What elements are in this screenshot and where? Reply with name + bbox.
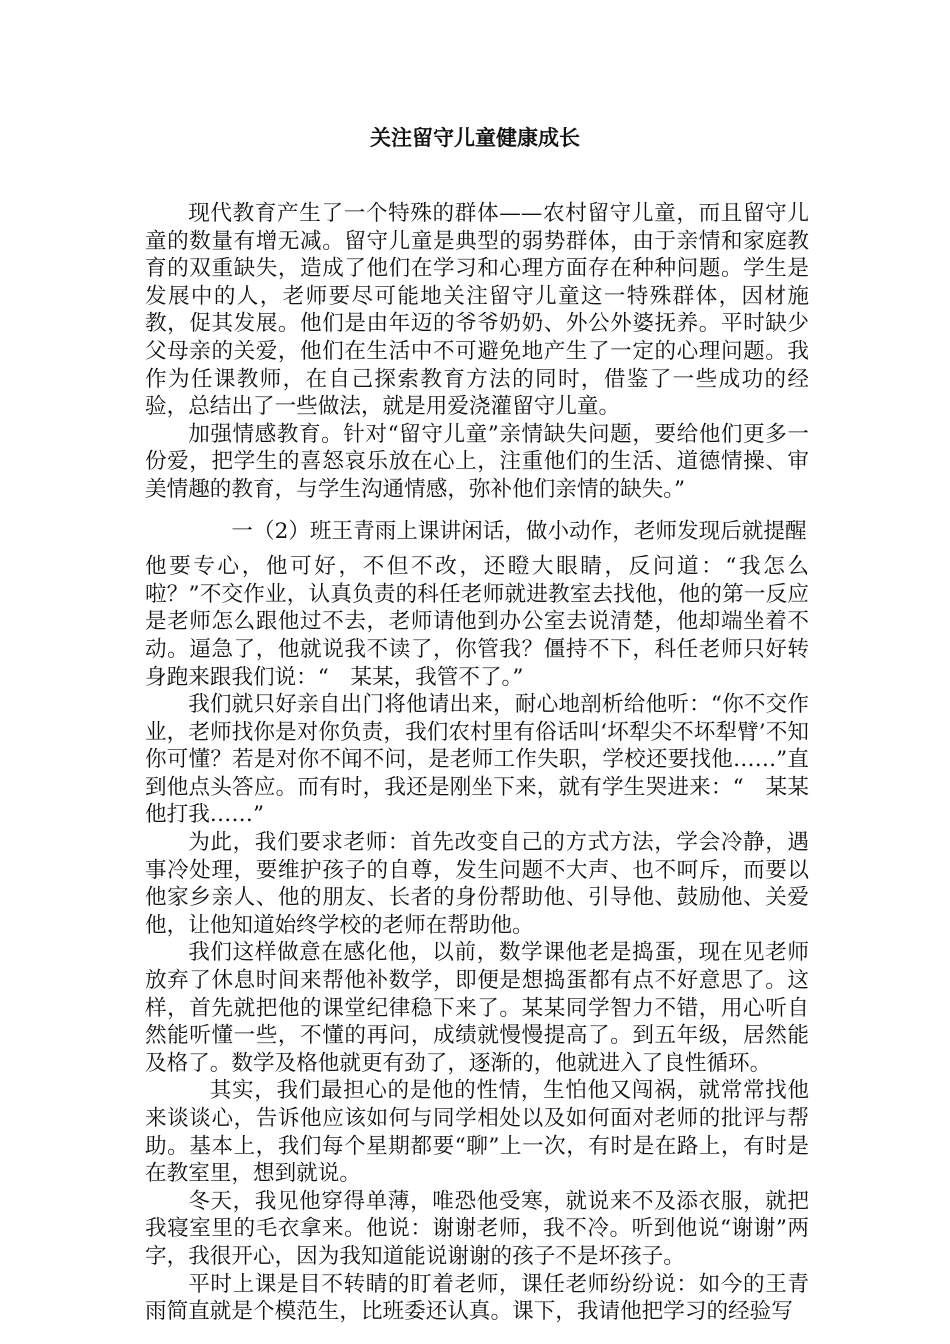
paragraph-winter: 冬天，我见他穿得单薄，唯恐他受寒，就说来不及添衣服，就把我寝室里的毛衣拿来。他说：谢谢老师，我不冷。听到他说“谢谢”两字，我很开心，因为我知道能说谢谢的孩子不是坏孩子。 [145, 1188, 809, 1269]
paragraph-case-start: 一（2）班王青雨上课讲闲话，做小动作，老师发现后就提醒 [231, 518, 807, 544]
paragraph-temperament: 其实，我们最担心的是他的性情，生怕他又闯祸，就常常找他来谈谈心，告诉他应该如何与同学相处以及如何面对老师的批评与帮助。基本上，我们每个星期都要“聊”上一次，有时是在路上，有时是在教室里，想到就说。 [145, 1078, 809, 1187]
paragraph-model-student: 平时上课是目不转睛的盯着老师，课任老师纷纷说：如今的王青雨简直就是个模范生，比班委还认真。课下，我请他把学习的经验写 [145, 1271, 809, 1325]
document-title: 关注留守儿童健康成长 [370, 126, 580, 150]
paragraph-case-continued: 他要专心，他可好，不但不改，还瞪大眼睛，反问道：“我怎么啦？”不交作业，认真负责的科任老师就进教室去找他，他的第一反应是老师怎么跟他过不去，老师请他到办公室去说清楚，他却端坐着不动。逼急了，他就说我不读了，你管我？僵持不下，科任老师只好转身跑来跟我们说：“ 某某，我管不了。” [145, 554, 809, 690]
paragraph-influence: 我们这样做意在感化他，以前，数学课他老是捣蛋，现在见老师放弃了休息时间来帮他补数学，即便是想捣蛋都有点不好意思了。这样，首先就把他的课堂纪律稳下来了。某某同学智力不错，用心听自然能听懂一些，不懂的再问，成绩就慢慢提高了。到五年级，居然能及格了。数学及格他就更有劲了，逐渐的，他就进入了良性循环。 [145, 940, 809, 1076]
paragraph-talk-with-him: 我们就只好亲自出门将他请出来，耐心地剖析给他听：“你不交作业，老师找你是对你负责，我们农村里有俗话叫‘坏犁尖不坏犁臂’不知你可懂？若是对你不闻不问，是老师工作失职，学校还要找他……”直到他点头答应。而有时，我还是刚坐下来，就有学生哭进来：“ 某某他打我……” [145, 692, 809, 828]
paragraph-emotional-education: 加强情感教育。针对“留守儿童”亲情缺失问题，要给他们更多一份爱，把学生的喜怒哀乐放在心上，注重他们的生活、道德情操、审美情趣的教育，与学生沟通情感，弥补他们亲情的缺失。” [145, 421, 809, 502]
paragraph-teacher-requirements: 为此，我们要求老师：首先改变自己的方式方法，学会冷静，遇事冷处理，要维护孩子的自尊，发生问题不大声、也不呵斥，而要以他家乡亲人、他的朋友、长者的身份帮助他、引导他、鼓励他、关爱他，让他知道始终学校的老师在帮助他。 [145, 830, 809, 938]
document-body [145, 200, 809, 1326]
paragraph-intro: 现代教育产生了一个特殊的群体——农村留守儿童，而且留守儿童的数量有增无减。留守儿童是典型的弱势群体，由于亲情和家庭教育的双重缺失，造成了他们在学习和心理方面存在种种问题。学生是发展中的人，老师要尽可能地关注留守儿童这一特殊群体，因材施教，促其发展。他们是由年迈的爷爷奶奶、外公外婆抚养。平时缺少父母亲的关爱，他们在生活中不可避免地产生了一定的心理问题。我作为任课教师，在自己探索教育方法的同时，借鉴了一些成功的经验，总结出了一些做法，就是用爱浇灌留守儿童。 [145, 201, 809, 420]
